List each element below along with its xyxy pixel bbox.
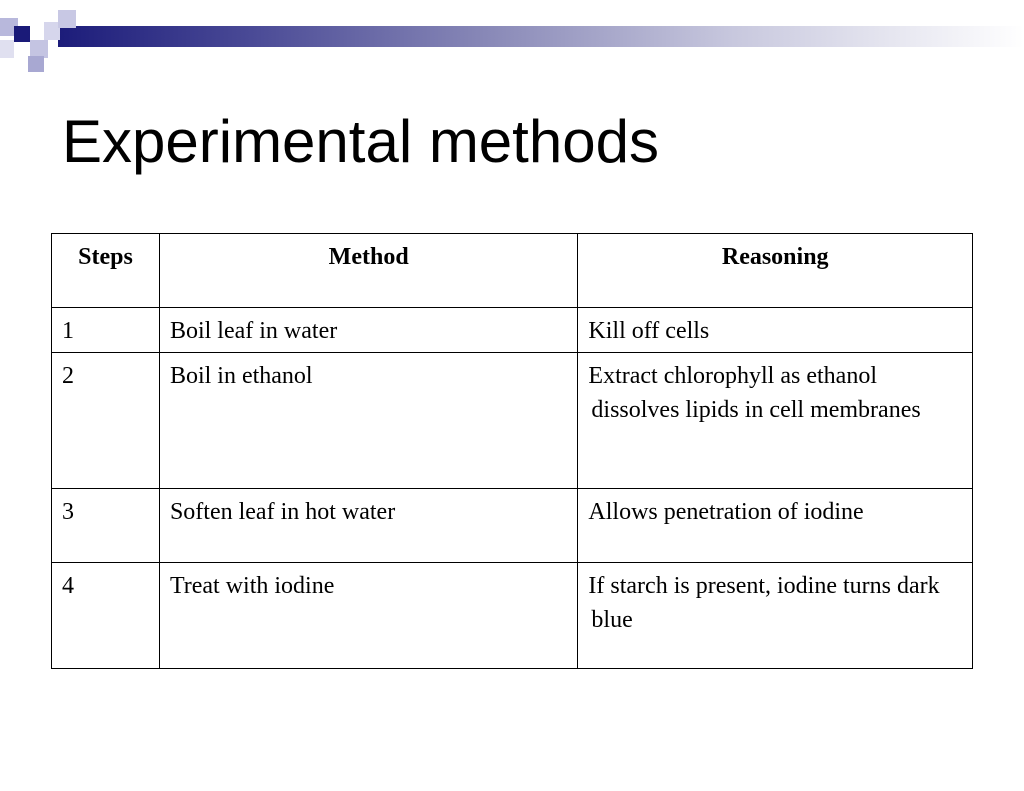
method-cell: Boil leaf in water bbox=[159, 308, 577, 353]
banner-gradient-bar bbox=[58, 26, 1024, 47]
reasoning-text: Allows penetration of iodine bbox=[588, 499, 864, 525]
reasoning-cell bbox=[578, 308, 973, 353]
banner-square bbox=[28, 56, 44, 72]
banner-square bbox=[58, 10, 76, 28]
banner-square bbox=[14, 26, 30, 42]
table-row bbox=[52, 353, 973, 489]
reasoning-cell bbox=[578, 353, 973, 489]
reasoning-cell bbox=[578, 489, 973, 563]
step-number: 1 bbox=[52, 308, 160, 353]
method-cell: Treat with iodine bbox=[159, 563, 577, 669]
header-method: Method bbox=[159, 234, 577, 308]
header-steps: Steps bbox=[52, 234, 160, 308]
slide-title: Experimental methods bbox=[62, 108, 659, 175]
reasoning-text: Extract chlorophyll as ethanol dissolves lipids in cell membranes bbox=[588, 363, 921, 423]
method-cell: Soften leaf in hot water bbox=[159, 489, 577, 563]
method-cell: Boil in ethanol bbox=[159, 353, 577, 489]
reasoning-text: Kill off cells bbox=[588, 318, 710, 344]
step-number: 3 bbox=[52, 489, 160, 563]
reasoning-cell bbox=[578, 563, 973, 669]
table-row bbox=[52, 563, 973, 669]
banner-square bbox=[0, 40, 14, 58]
step-number: 2 bbox=[52, 353, 160, 489]
reasoning-text: If starch is present, iodine turns dark blue bbox=[588, 573, 940, 633]
methods-table bbox=[51, 233, 973, 669]
header-reasoning: Reasoning bbox=[578, 234, 973, 308]
step-number: 4 bbox=[52, 563, 160, 669]
table-row bbox=[52, 489, 973, 563]
table-header-row bbox=[52, 234, 973, 308]
table-row bbox=[52, 308, 973, 353]
